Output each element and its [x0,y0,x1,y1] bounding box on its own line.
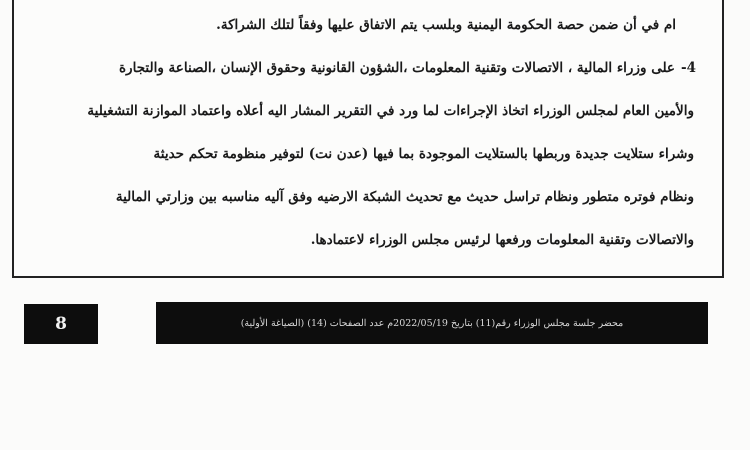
text-line-2 [119,58,696,78]
text-line-3: والأمين العام لمجلس الوزراء اتخاذ الإجراءات لما ورد في التقرير المشار اليه أعلاه واعتماد الموازنة التشغيلية [87,103,694,119]
text-line-6: والاتصالات وتقنية المعلومات ورفعها لرئيس مجلس الوزراء لاعتمادها. [310,232,694,248]
text-line-2-body: على وزراء المالية ، الاتصالات وتقنية المعلومات ،الشؤون القانونية وحقوق الإنسان ،الصناعة والتجارة [118,60,675,76]
content-frame [12,0,724,278]
page-number: 8 [24,304,98,344]
text-line-5: ونظام فوتره متطور ونظام تراسل حديث مع تحديث الشبكة الارضيه وفق آليه مناسبه بين وزارتي المالية [115,189,694,205]
text-line-4: وشراء ستلايت جديدة وربطها بالستلايت الموجودة بما فيها (عدن نت) لتوفير منظومة تحكم حديثة [153,146,694,162]
footer-caption: محضر جلسة مجلس الوزراء رقم(11) بتاريخ 2022/05/19م عدد الصفحات (14) (الصياغة الأولية) [156,302,708,344]
text-line-1: ام في أن ضمن حصة الحكومة اليمنية وبلسب يتم الاتفاق عليها وفقاً لتلك الشراكة. [216,17,676,33]
item-number: 4- [680,60,696,76]
